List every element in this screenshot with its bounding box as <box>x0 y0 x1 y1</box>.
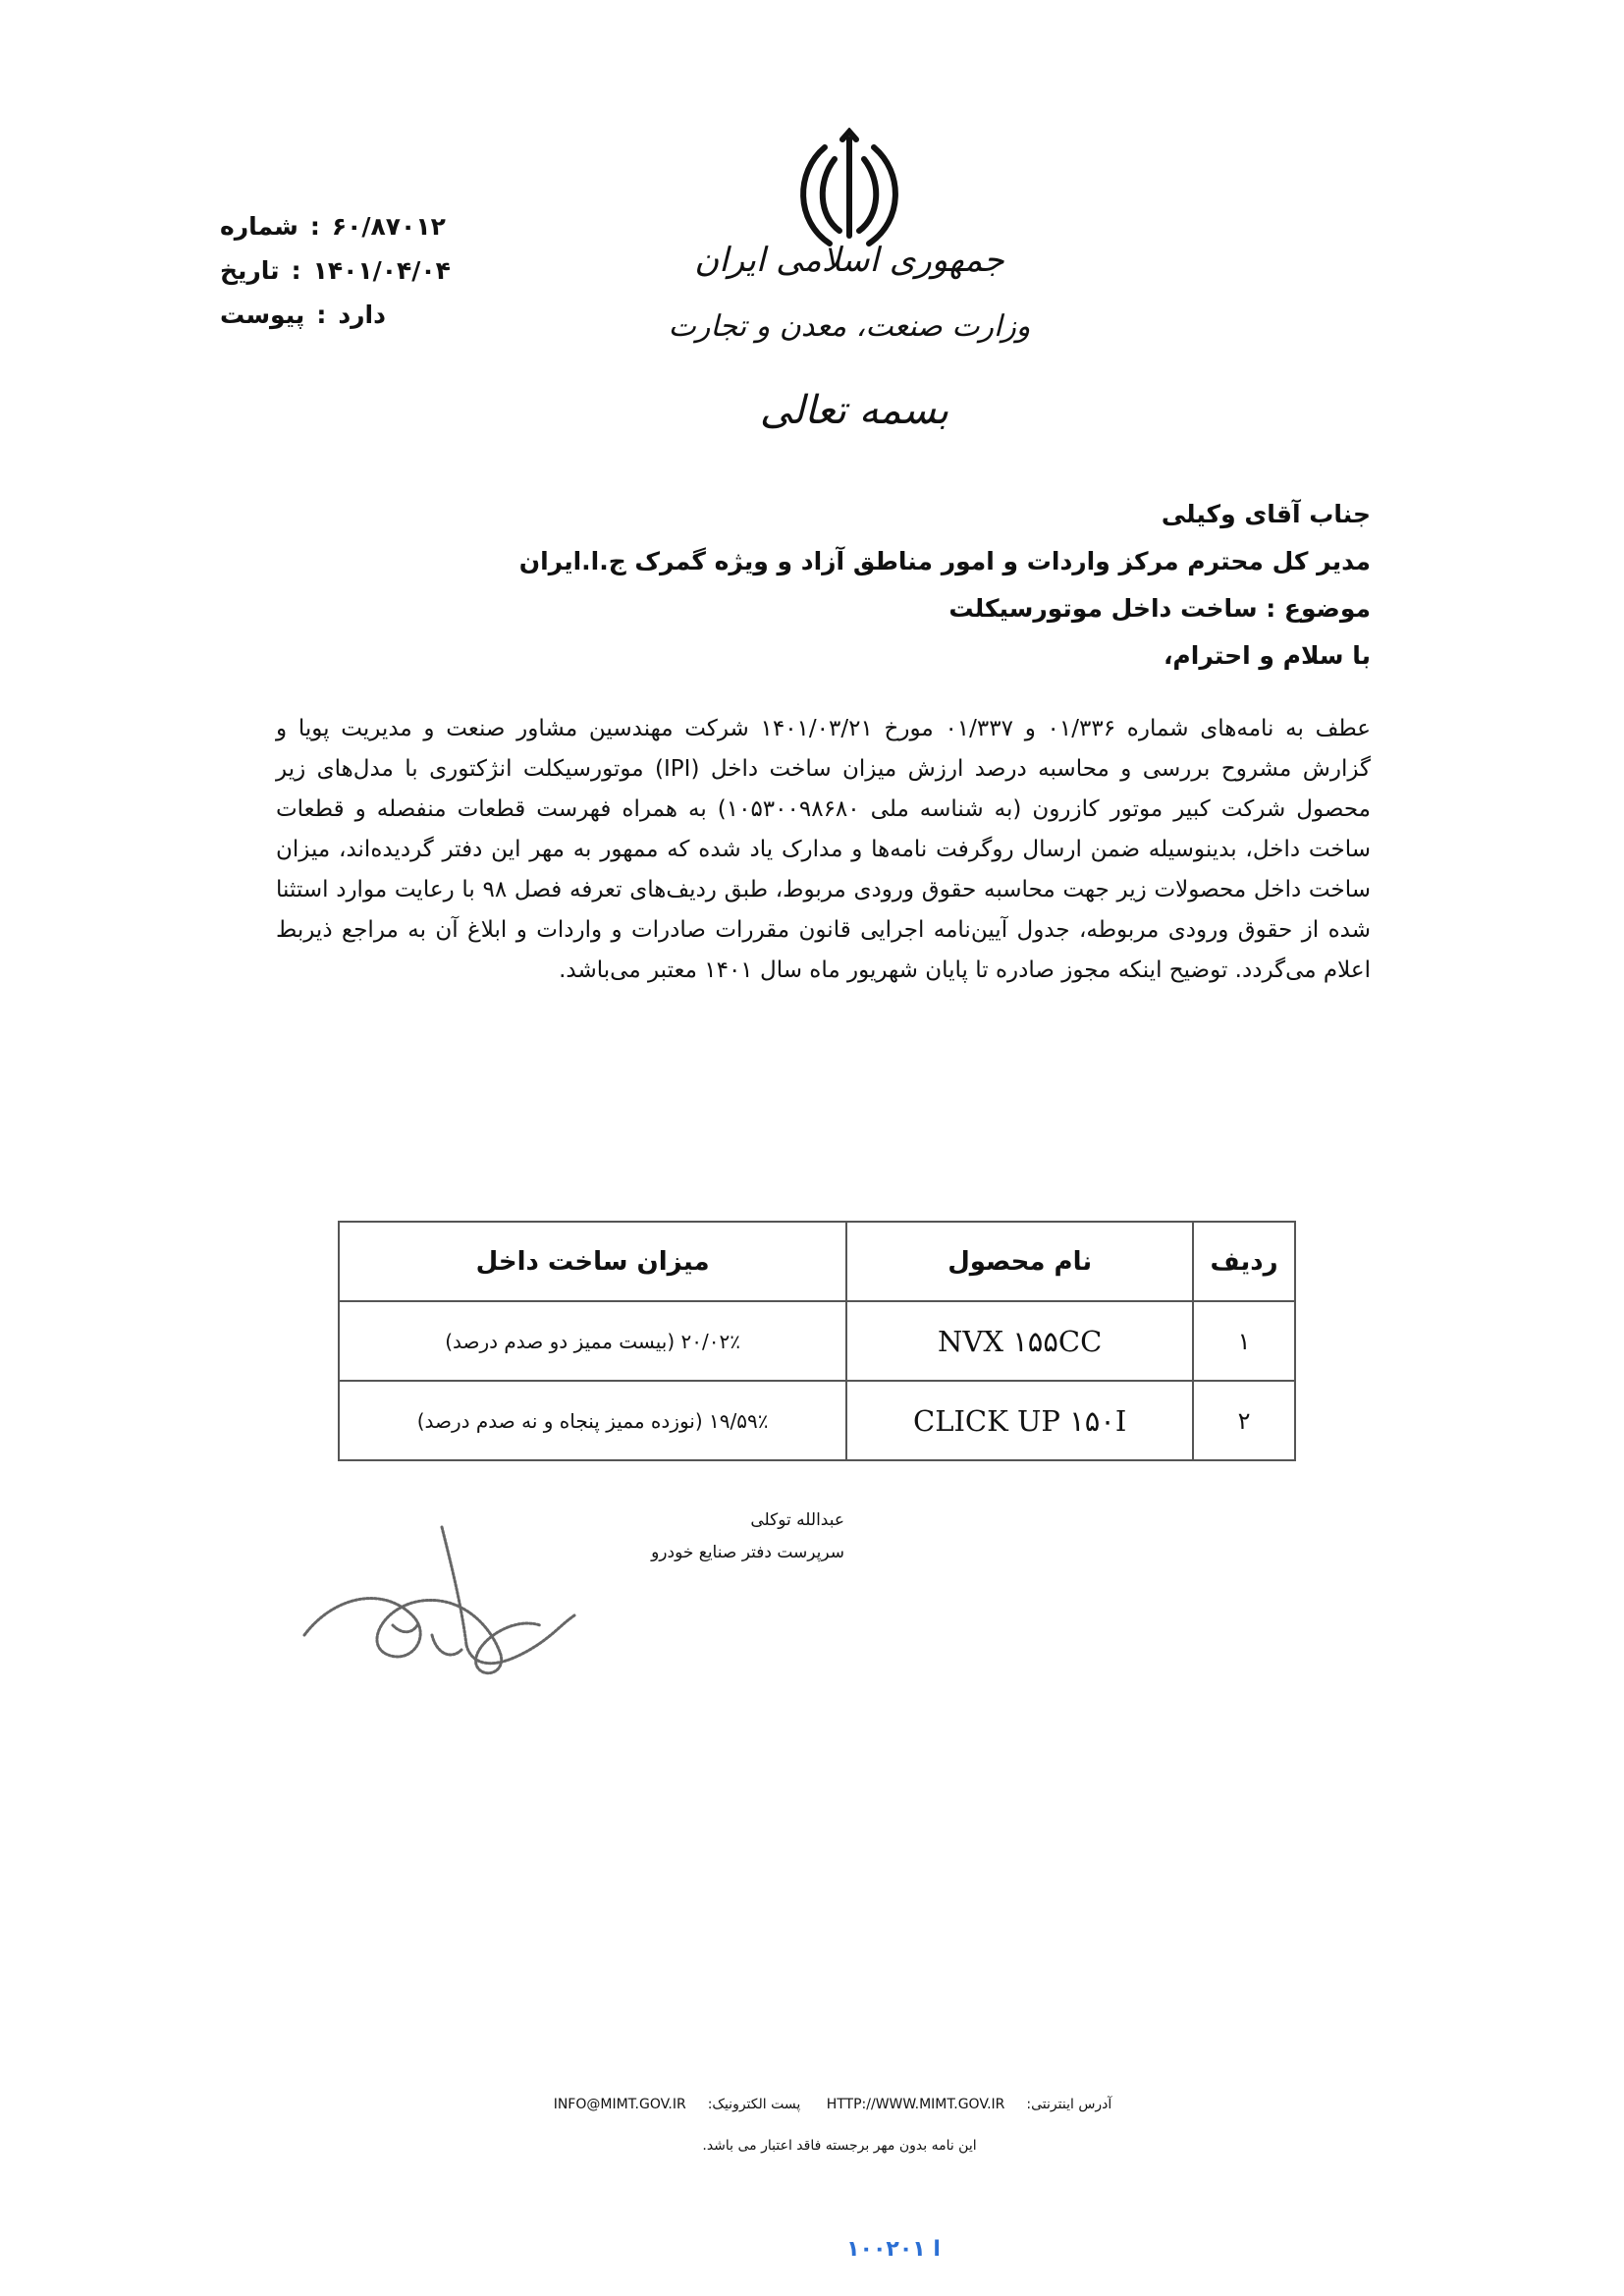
product-name: NVX ۱۵۵CC <box>846 1301 1193 1381</box>
website-link[interactable]: HTTP://WWW.MIMT.GOV.IR <box>826 2097 1005 2112</box>
attachment-label: پیوست <box>220 301 305 329</box>
letter-subject: موضوع : ساخت داخل موتورسیکلت <box>948 594 1371 623</box>
signatory-name: عبدالله توکلی <box>750 1510 844 1530</box>
product-name: CLICK UP ۱۵۰I <box>846 1381 1193 1460</box>
addressee-title: مدیر کل محترم مرکز واردات و امور مناطق آزاد و ویژه گمرک ج.ا.ایران <box>518 547 1371 575</box>
signatory-title: سرپرست دفتر صنایع خودرو <box>651 1543 844 1562</box>
meta-colon: : <box>291 256 301 285</box>
republic-title: جمهوری اسلامی ایران <box>694 241 1004 280</box>
ministry-title: وزارت صنعت، معدن و تجارت <box>668 309 1031 344</box>
header-product: نام محصول <box>846 1222 1193 1301</box>
meta-number-row <box>220 214 465 258</box>
number-value: ۶۰/۸۷۰۱۲ <box>331 212 446 241</box>
header-row-number: ردیف <box>1193 1222 1295 1301</box>
row-number: ۲ <box>1193 1381 1295 1460</box>
meta-date-row <box>220 258 465 302</box>
date-label: تاریخ <box>220 256 280 285</box>
table-row <box>339 1381 1295 1460</box>
letter-body: عطف به نامه‌های شماره ۰۱/۳۳۶ و ۰۱/۳۳۷ مورخ ۱۴۰۱/۰۳/۲۱ شرکت مهندسین مشاور صنعت و مدیریت پویا و گزارش مشروح بررسی و محاسبه درصد ارزش میزان ساخت داخل (IPI) موتورسیکلت انژکتوری با مدل‌های زیر محصول شرکت کبیر موتور کازرون (به شناسه ملی ۱۰۵۳۰۰۹۸۶۸۰) به همراه فهرست قطعات منفصله و قطعات ساخت داخل، بدینوسیله ضمن ارسال روگرفت نامه‌ها و مدارک یاد شده که ممهور به مهر این دفتر گردیده‌اند، میزان ساخت داخل محصولات زیر جهت محاسبه حقوق ورودی مربوط، طبق ردیف‌های تعرفه فصل ۹۸ با رعایت موارد استثنا شده از حقوق ورودی مربوطه، جدول آیین‌نامه اجرایی قانون مقررات صادرات و واردات و ابلاغ آن به مراجع ذیربط اعلام می‌گردد. توضیح اینکه مجوز صادره تا پایان شهریور ماه سال ۱۴۰۱ معتبر می‌باشد. <box>276 716 1372 983</box>
ipi-value: ۱۹/۵۹٪ (نوزده ممیز پنجاه و نه صدم درصد) <box>339 1381 846 1460</box>
table-row <box>339 1301 1295 1381</box>
website-label: آدرس اینترنتی: <box>1026 2097 1112 2112</box>
row-number: ۱ <box>1193 1301 1295 1381</box>
ipi-table <box>338 1221 1296 1461</box>
email-link[interactable]: INFO@MIMT.GOV.IR <box>553 2097 686 2112</box>
footer-notice: این نامه بدون مهر برجسته فاقد اعتبار می باشد. <box>702 2138 977 2154</box>
iran-emblem-icon <box>785 128 913 255</box>
meta-colon: : <box>309 212 320 241</box>
bismillah: بسمه تعالی <box>759 388 949 433</box>
table-header-row <box>339 1222 1295 1301</box>
date-value: ۱۴۰۱/۰۴/۰۴ <box>312 256 451 285</box>
meta-attachment-row <box>220 302 465 347</box>
footer-contact <box>452 2097 1227 2112</box>
number-label: شماره <box>220 212 298 241</box>
addressee-name: جناب آقای وکیلی <box>1161 500 1371 528</box>
signatory-block <box>550 1504 844 1569</box>
attachment-value: دارد <box>338 301 386 329</box>
handwritten-signature-icon <box>295 1507 589 1694</box>
letter-meta <box>220 214 465 347</box>
header-value: میزان ساخت داخل <box>339 1222 846 1301</box>
ipi-value: ۲۰/۰۲٪ (بیست ممیز دو صدم درصد) <box>339 1301 846 1381</box>
meta-colon: : <box>316 301 327 329</box>
addressee-block <box>192 491 1371 680</box>
email-label: پست الکترونیک: <box>707 2097 801 2112</box>
footer-stamp: ۱۰۰۲۰۱ ا <box>846 2237 941 2262</box>
greeting: با سلام و احترام، <box>1163 641 1371 670</box>
